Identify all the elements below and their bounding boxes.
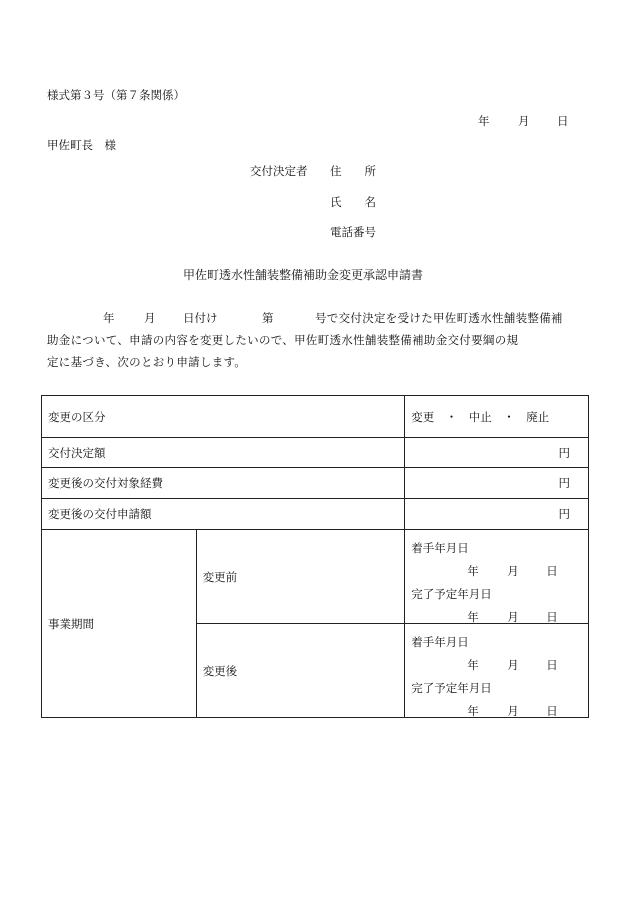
- before-end-label: 完了予定年月日: [411, 586, 492, 601]
- after-label: 変更後: [196, 624, 405, 718]
- date-month: 月: [518, 114, 530, 128]
- body-month: 月: [144, 311, 156, 325]
- form-number: 様式第３号（第７条関係）: [47, 88, 185, 102]
- project-period-label: 事業期間: [42, 530, 197, 718]
- before-label: 変更前: [196, 530, 405, 624]
- applicant-label: 交付決定者: [250, 164, 308, 178]
- after-start-day: 日: [546, 657, 558, 672]
- before-dates[interactable]: [405, 530, 589, 624]
- after-start-label: 着手年月日: [411, 634, 469, 649]
- after-dates[interactable]: [405, 624, 589, 718]
- after-start-year: 年: [467, 657, 479, 672]
- body-day: 日付け: [183, 311, 218, 325]
- decision-amount-label: 交付決定額: [42, 438, 405, 468]
- table-row: [42, 468, 589, 499]
- new-amount-label: 変更後の交付申請額: [42, 499, 405, 530]
- date-day: 日: [557, 114, 569, 128]
- new-cost-field[interactable]: 円: [405, 468, 589, 499]
- change-type-options[interactable]: 変更 ・ 中止 ・ 廃止: [405, 396, 589, 438]
- after-end-month: 月: [507, 703, 519, 718]
- document-title: 甲佐町透水性舗装整備補助金変更承認申請書: [183, 268, 424, 282]
- date-year: 年: [478, 114, 490, 128]
- after-start-month: 月: [507, 657, 519, 672]
- table-row: [42, 396, 589, 438]
- new-amount-field[interactable]: 円: [405, 499, 589, 530]
- before-start-day: 日: [546, 563, 558, 578]
- before-end-year: 年: [467, 609, 479, 624]
- after-end-year: 年: [467, 703, 479, 718]
- before-end-month: 月: [507, 609, 519, 624]
- before-end-day: 日: [546, 609, 558, 624]
- before-start-month: 月: [507, 563, 519, 578]
- application-table: [41, 395, 589, 718]
- applicant-address: 住 所: [330, 164, 376, 178]
- table-row: [42, 438, 589, 468]
- table-row: [42, 530, 589, 624]
- new-cost-label: 変更後の交付対象経費: [42, 468, 405, 499]
- after-end-day: 日: [546, 703, 558, 718]
- after-end-label: 完了予定年月日: [411, 680, 492, 695]
- body-line1: 号で交付決定を受けた甲佐町透水性舗装整備補: [315, 311, 563, 325]
- applicant-phone: 電話番号: [330, 225, 376, 239]
- change-type-label: 変更の区分: [42, 396, 405, 438]
- body-line2: 助金について、申請の内容を変更したいので、甲佐町透水性舗装整備補助金交付要綱の規: [47, 333, 519, 347]
- decision-amount-field[interactable]: 円: [405, 438, 589, 468]
- applicant-name: 氏 名: [330, 195, 376, 209]
- body-line3: 定に基づき、次のとおり申請します。: [47, 355, 247, 369]
- addressee: 甲佐町長 様: [47, 138, 116, 152]
- before-start-label: 着手年月日: [411, 540, 469, 555]
- body-year: 年: [103, 311, 115, 325]
- body-number-prefix: 第: [262, 311, 274, 325]
- before-start-year: 年: [467, 563, 479, 578]
- table-row: [42, 499, 589, 530]
